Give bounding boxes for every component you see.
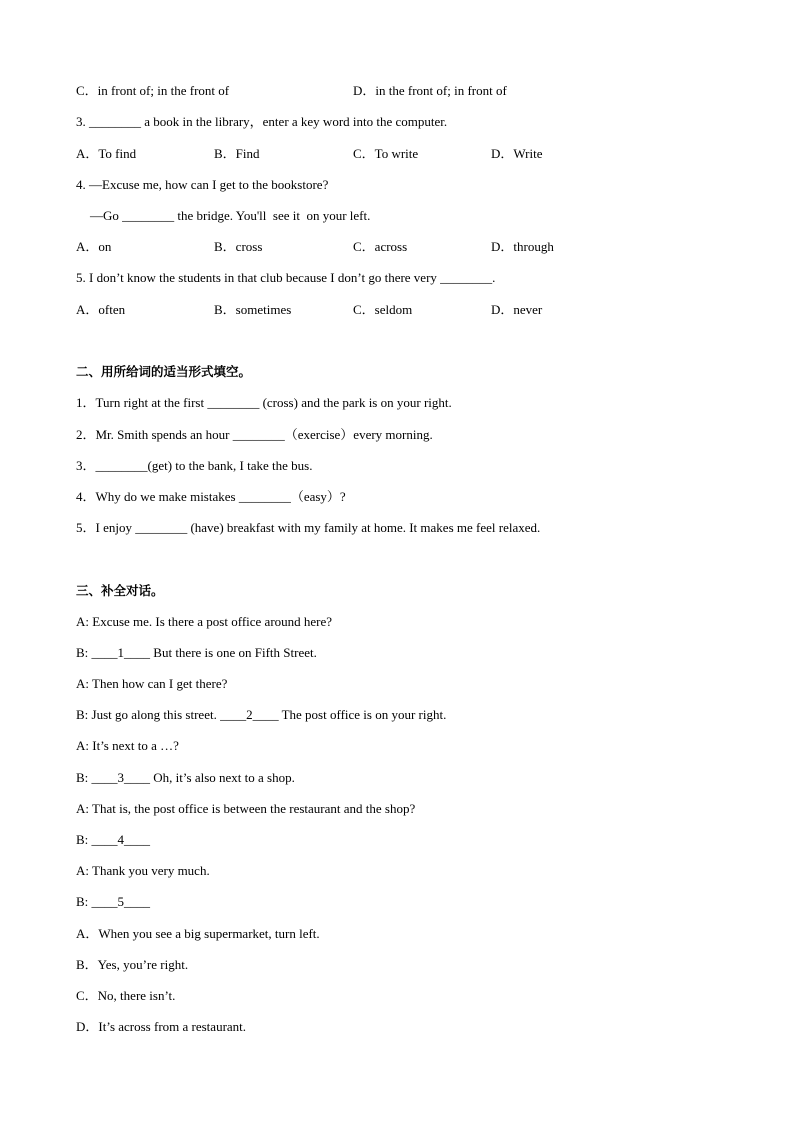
q4-option-a: A．on: [76, 239, 112, 254]
dialogue-line: A: Excuse me. Is there a post office around here?: [76, 614, 333, 629]
q5-option-d: D．never: [491, 302, 543, 317]
q5-stem: 5. I don’t know the students in that club because I don’t go there very ________.: [76, 270, 496, 285]
answer-option-b: B．Yes, you’re right.: [76, 957, 189, 972]
q4-stem: 4. —Excuse me, how can I get to the bookstore?: [76, 177, 329, 192]
dialogue-line: A: It’s next to a …?: [76, 738, 179, 753]
dialogue-line: B: ____4____: [76, 832, 151, 847]
q2-option-d: D．in the front of; in front of: [353, 83, 507, 98]
section3-heading: 三、补全对话。: [76, 583, 164, 598]
q3-option-d: D．Write: [491, 146, 543, 161]
q3-option-a: A．To find: [76, 146, 137, 161]
q4-option-b: B．cross: [214, 239, 263, 254]
section2-item: 2．Mr. Smith spends an hour ________（exercise）every morning.: [76, 427, 433, 442]
q3-option-b: B．Find: [214, 146, 260, 161]
dialogue-line: B: Just go along this street. ____2____ The post office is on your right.: [76, 707, 447, 722]
dialogue-line: A: Then how can I get there?: [76, 676, 228, 691]
q3-option-c: C．To write: [353, 146, 419, 161]
section2-item: 3．________(get) to the bank, I take the bus.: [76, 458, 313, 473]
q2-option-c: C．in front of; in the front of: [76, 83, 230, 98]
answer-option-c: C．No, there isn’t.: [76, 988, 176, 1003]
dialogue-line: B: ____5____: [76, 894, 151, 909]
answer-option-d: D．It’s across from a restaurant.: [76, 1019, 247, 1034]
q3-stem: 3. ________ a book in the library，enter a key word into the computer.: [76, 114, 448, 129]
section2-item: 4．Why do we make mistakes ________（easy）?: [76, 489, 346, 504]
section2-heading: 二、用所给词的适当形式填空。: [76, 364, 252, 379]
answer-option-a: A．When you see a big supermarket, turn left.: [76, 926, 320, 941]
dialogue-line: A: That is, the post office is between the restaurant and the shop?: [76, 801, 416, 816]
q4-stem-response: —Go ________ the bridge. You'll see it on your left.: [90, 208, 371, 223]
section2-item: 5．I enjoy ________ (have) breakfast with my family at home. It makes me feel relaxed.: [76, 520, 541, 535]
q4-option-c: C．across: [353, 239, 408, 254]
dialogue-line: B: ____3____ Oh, it’s also next to a shop.: [76, 770, 295, 785]
dialogue-line: A: Thank you very much.: [76, 863, 210, 878]
q5-option-a: A．often: [76, 302, 126, 317]
q4-option-d: D．through: [491, 239, 554, 254]
q5-option-b: B．sometimes: [214, 302, 292, 317]
section2-item: 1．Turn right at the first ________ (cross) and the park is on your right.: [76, 395, 452, 410]
dialogue-line: B: ____1____ But there is one on Fifth Street.: [76, 645, 317, 660]
q5-option-c: C．seldom: [353, 302, 413, 317]
